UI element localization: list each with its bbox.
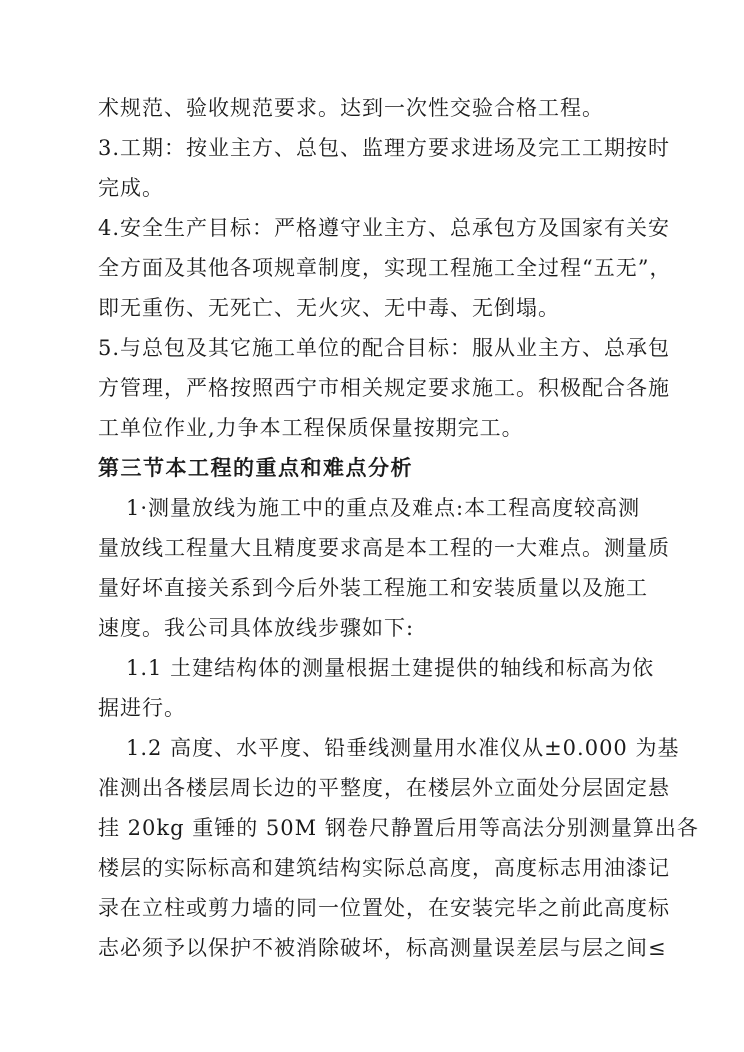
body-text-line: 准测出各楼层周长边的平整度，在楼层外立面处分层固定悬 xyxy=(98,776,670,800)
body-text-line: 志必须予以保护不被消除破坏，标高测量误差层与层之间≤ xyxy=(98,936,667,960)
body-text-line: 挂 20kg 重锤的 50M 钢卷尺静置后用等高法分别测量算出各 xyxy=(98,816,699,840)
body-text-line: 据进行。 xyxy=(98,696,186,720)
body-text-line: 量放线工程量大且精度要求高是本工程的一大难点。测量质 xyxy=(98,536,670,560)
body-text-line: 1.1 土建结构体的测量根据土建提供的轴线和标高为依 xyxy=(126,656,655,680)
body-text-line: 速度。我公司具体放线步骤如下: xyxy=(98,616,415,640)
body-text-line: 全方面及其他各项规章制度，实现工程施工全过程“五无”， xyxy=(98,256,672,280)
body-text-line: 录在立柱或剪力墙的同一位置处，在安装完毕之前此高度标 xyxy=(98,896,670,920)
body-text-line: 即无重伤、无死亡、无火灾、无中毒、无倒塌。 xyxy=(98,296,560,320)
body-text-line: 1·测量放线为施工中的重点及难点:本工程高度较高测 xyxy=(126,496,641,520)
body-text-line: 工单位作业,力争本工程保质保量按期完工。 xyxy=(98,416,524,440)
body-text-line: 完成。 xyxy=(98,176,164,200)
body-text-line: 量好坏直接关系到今后外装工程施工和安装质量以及施工 xyxy=(98,576,648,600)
body-text-line: 5.与总包及其它施工单位的配合目标：服从业主方、总承包 xyxy=(98,336,671,360)
body-text-line: 方管理，严格按照西宁市相关规定要求施工。积极配合各施 xyxy=(98,376,670,400)
body-text-line: 1.2 高度、水平度、铅垂线测量用水准仪从±0.000 为基 xyxy=(126,736,680,760)
body-text-line: 术规范、验收规范要求。达到一次性交验合格工程。 xyxy=(98,96,604,120)
body-text-line: 楼层的实际标高和建筑结构实际总高度，高度标志用油漆记 xyxy=(98,856,670,880)
document-text-block xyxy=(98,88,699,968)
section-heading: 第三节本工程的重点和难点分析 xyxy=(98,455,413,480)
body-text-line: 3.工期：按业主方、总包、监理方要求进场及完工工期按时 xyxy=(98,136,671,160)
body-text-line: 4.安全生产目标：严格遵守业主方、总承包方及国家有关安 xyxy=(98,216,671,240)
